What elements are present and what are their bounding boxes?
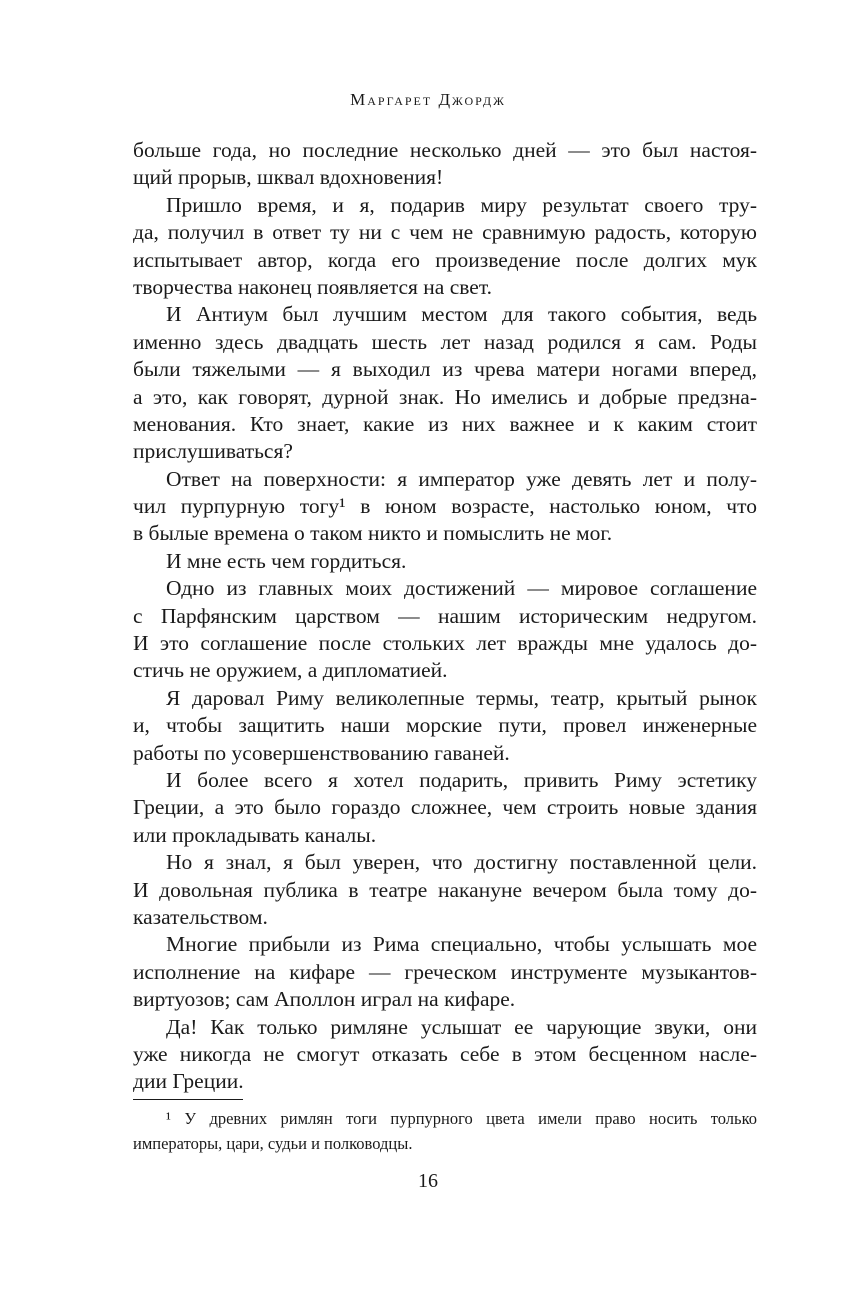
text-line: прислушиваться? bbox=[133, 439, 293, 464]
text-line: были тяжелыми — я выходил из чрева матери ногами вперед, bbox=[133, 357, 757, 382]
text-line: исполнение на кифаре — греческом инструменте музыкантов- bbox=[133, 959, 757, 984]
paragraph bbox=[133, 192, 757, 302]
text-line: Но я знал, я был уверен, что достигну поставленной цели. bbox=[166, 850, 757, 875]
text-line: чил пурпурную тогу¹ в юном возрасте, настолько юном, что bbox=[133, 494, 757, 519]
text-line: а это, как говорят, дурной знак. Но имелись и добрые предзна- bbox=[133, 384, 757, 409]
footnote-line: императоры, цари, судьи и полководцы. bbox=[133, 1134, 413, 1153]
text-line: И мне есть чем гордиться. bbox=[166, 548, 407, 573]
text-line: Ответ на поверхности: я император уже девять лет и полу- bbox=[166, 466, 757, 491]
text-line: И это соглашение после стольких лет вражды мне удалось до- bbox=[133, 631, 757, 656]
text-line: Греции, а это было гораздо сложнее, чем строить новые здания bbox=[133, 795, 757, 820]
text-line: И более всего я хотел подарить, привить Риму эстетику bbox=[166, 767, 757, 792]
page-number: 16 bbox=[418, 1170, 438, 1192]
footnote-divider bbox=[133, 1099, 243, 1100]
text-line: менования. Кто знает, какие из них важнее и к каким стоит bbox=[133, 411, 757, 436]
text-line: больше года, но последние несколько дней — это был настоя- bbox=[133, 138, 757, 162]
text-line: И довольная публика в театре накануне вечером была тому до- bbox=[133, 877, 757, 902]
text-line: Одно из главных моих достижений — мировое соглашение bbox=[166, 576, 757, 601]
footnote bbox=[133, 1106, 757, 1156]
text-line: уже никогда не смогут отказать себе в этом бесценном насле- bbox=[133, 1041, 757, 1066]
text-line: дии Греции. bbox=[133, 1069, 244, 1094]
text-line: творчества наконец появляется на свет. bbox=[133, 274, 492, 299]
paragraph bbox=[133, 767, 757, 849]
text-line: виртуозов; сам Аполлон играл на кифаре. bbox=[133, 987, 516, 1012]
text-line: испытывает автор, когда его произведение после долгих мук bbox=[133, 247, 757, 272]
text-line: Пришло время, и я, подарив миру результат своего тру- bbox=[166, 192, 757, 217]
paragraph bbox=[133, 1014, 757, 1096]
text-line: работы по усовершенствованию гаваней. bbox=[133, 740, 510, 765]
text-line: Я даровал Риму великолепные термы, театр, крытый рынок bbox=[166, 685, 757, 710]
text-line: Да! Как только римляне услышат ее чарующие звуки, они bbox=[166, 1014, 757, 1039]
text-line: стичь не оружием, а дипломатией. bbox=[133, 658, 448, 683]
paragraph bbox=[133, 931, 757, 1013]
text-line: именно здесь двадцать шесть лет назад родился я сам. Роды bbox=[133, 329, 757, 354]
text-line: Многие прибыли из Рима специально, чтобы услышать мое bbox=[166, 932, 757, 957]
paragraph bbox=[133, 548, 757, 575]
text-line: казательством. bbox=[133, 904, 268, 929]
text-line: в былые времена о таком никто и помыслить не мог. bbox=[133, 521, 613, 546]
body-text bbox=[133, 137, 757, 1096]
text-line: и, чтобы защитить наши морские пути, провел инженерные bbox=[133, 713, 757, 738]
text-line: или прокладывать каналы. bbox=[133, 822, 377, 847]
paragraph bbox=[133, 685, 757, 767]
paragraph bbox=[133, 575, 757, 685]
paragraph bbox=[133, 466, 757, 548]
text-line: да, получил в ответ ту ни с чем не сравнимую радость, которую bbox=[133, 220, 757, 245]
paragraph bbox=[133, 301, 757, 465]
text-line: И Антиум был лучшим местом для такого события, ведь bbox=[166, 302, 757, 327]
paragraph bbox=[133, 137, 757, 192]
text-line: щий прорыв, шквал вдохновения! bbox=[133, 165, 444, 190]
footnote-line: ¹ У древних римлян тоги пурпурного цвета имели право носить только bbox=[166, 1109, 757, 1128]
running-header: Маргарет Джордж bbox=[350, 90, 506, 109]
text-line: с Парфянским царством — нашим историческим недругом. bbox=[133, 603, 757, 628]
paragraph bbox=[133, 849, 757, 931]
